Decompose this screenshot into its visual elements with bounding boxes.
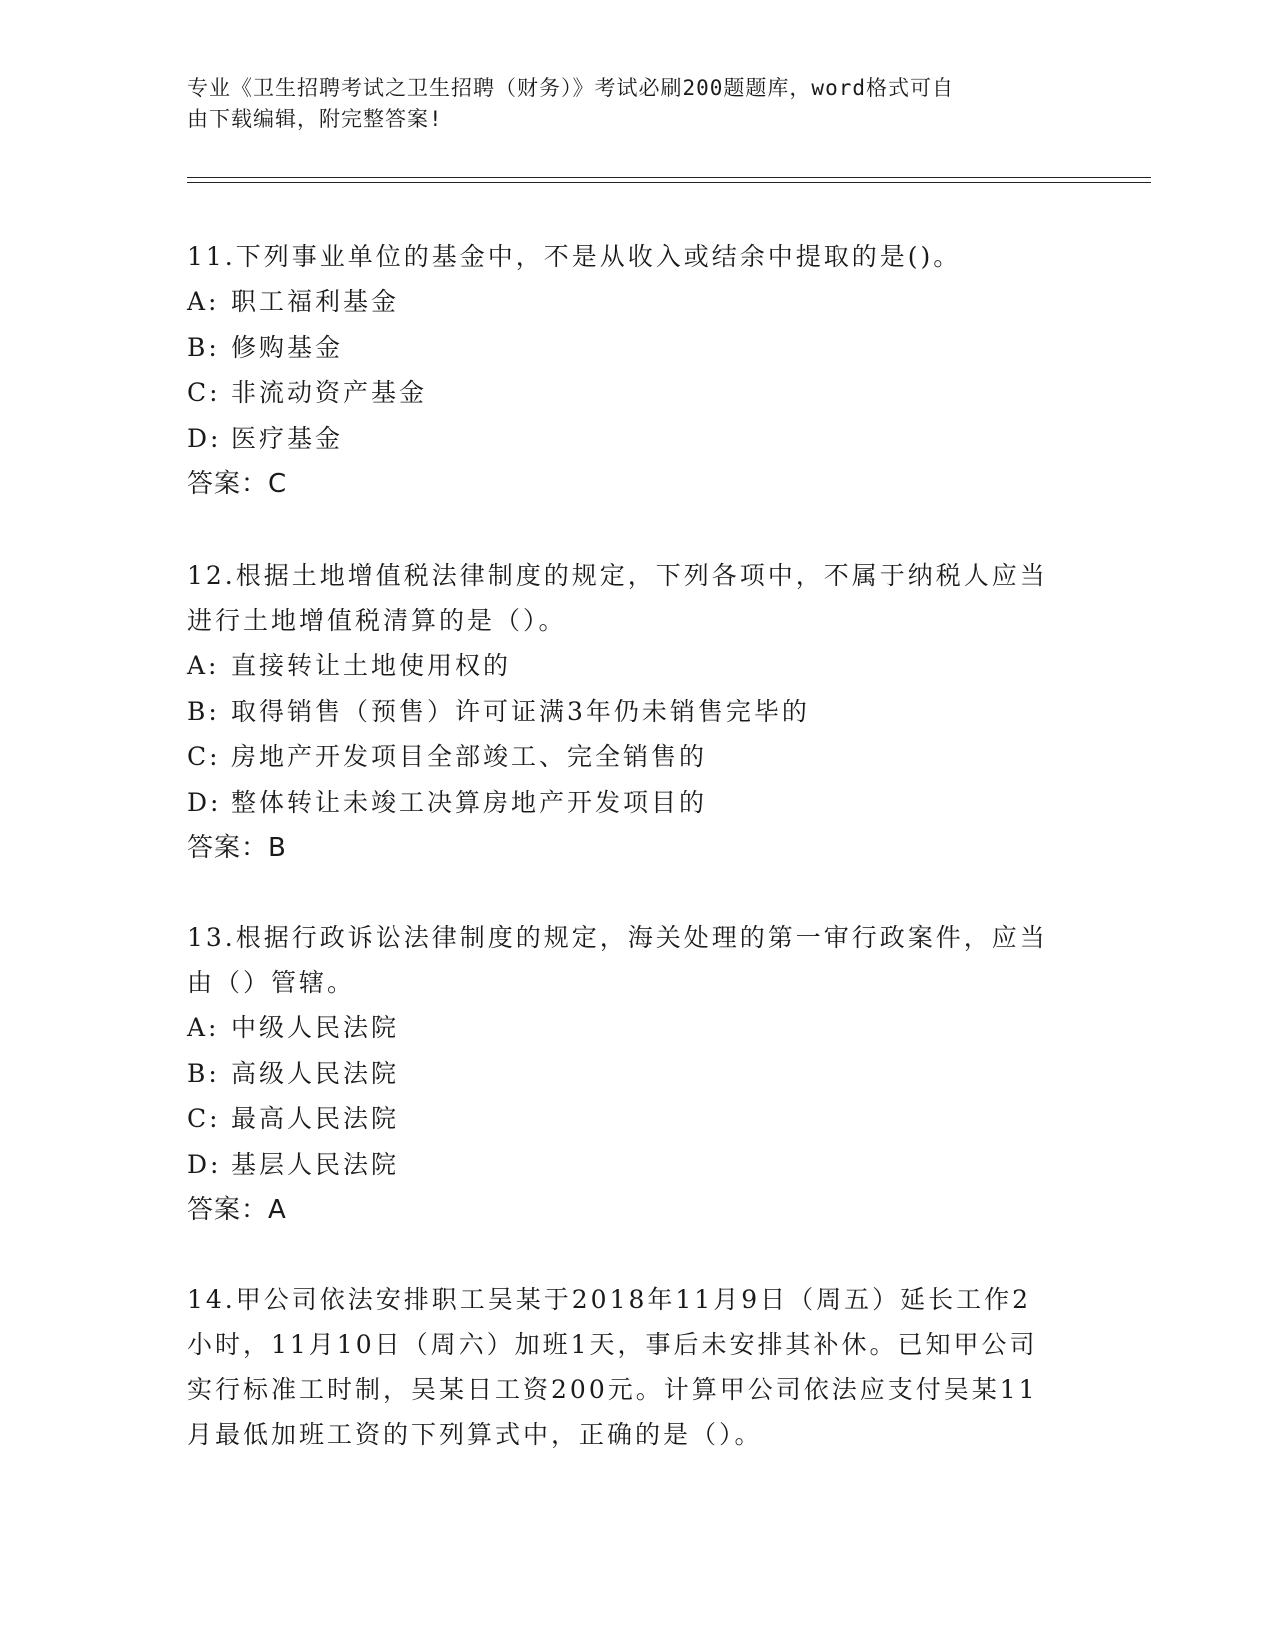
- option-letter: A:: [187, 287, 220, 316]
- option-text: 修购基金: [231, 332, 344, 362]
- question-text: 小时，11月10日（周六）加班1天，事后未安排其补休。已知甲公司: [187, 1330, 1038, 1359]
- option-c: [187, 734, 1087, 780]
- option-d: [187, 780, 1087, 826]
- question-text: 13.根据行政诉讼法律制度的规定，海关处理的第一审行政案件，应当: [187, 923, 1048, 952]
- document-header: [187, 73, 1067, 135]
- option-text: 房地产开发项目全部竣工、完全销售的: [231, 742, 708, 771]
- option-letter: C:: [187, 742, 221, 771]
- question-text: 11.下列事业单位的基金中，不是从收入或结余中提取的是()。: [187, 242, 962, 271]
- option-letter: B:: [187, 1058, 220, 1088]
- header-line-2: 由下载编辑，附完整答案!: [187, 107, 443, 131]
- header-line-1: 专业《卫生招聘考试之卫生招聘（财务）》考试必刷200题题库，word格式可自: [187, 76, 954, 100]
- option-d: [187, 416, 1087, 462]
- option-letter: B:: [187, 696, 220, 726]
- option-letter: D:: [187, 423, 222, 453]
- option-letter: A:: [187, 651, 220, 680]
- option-b: [187, 689, 1087, 735]
- option-text: 医疗基金: [231, 423, 344, 453]
- option-letter: C:: [187, 378, 221, 407]
- option-letter: A:: [187, 1013, 220, 1042]
- option-text: 高级人民法院: [231, 1058, 400, 1088]
- question-text: 14.甲公司依法安排职工吴某于2018年11月9日（周五）延长工作2: [187, 1285, 1032, 1314]
- question-text: 由（）管辖。: [187, 968, 356, 997]
- question-14: [187, 1277, 1087, 1457]
- option-d: [187, 1142, 1087, 1188]
- option-letter: D:: [187, 787, 222, 817]
- option-text: 最高人民法院: [231, 1104, 400, 1133]
- option-a: [187, 1005, 1087, 1051]
- option-text: 整体转让未竣工决算房地产开发项目的: [231, 787, 708, 817]
- option-letter: D:: [187, 1149, 222, 1179]
- option-text: 非流动资产基金: [231, 378, 428, 407]
- option-text: 直接转让土地使用权的: [231, 651, 512, 680]
- option-a: [187, 643, 1087, 689]
- question-11: [187, 234, 1087, 507]
- option-b: [187, 1051, 1087, 1097]
- header-divider: [187, 182, 1151, 183]
- option-b: [187, 325, 1087, 371]
- option-a: [187, 279, 1087, 325]
- question-text: 进行土地增值税清算的是（）。: [187, 606, 567, 635]
- option-text: 基层人民法院: [231, 1149, 400, 1179]
- header-divider: [187, 177, 1151, 178]
- question-text: 月最低加班工资的下列算式中，正确的是（）。: [187, 1420, 763, 1449]
- option-text: 职工福利基金: [231, 287, 400, 316]
- option-c: [187, 370, 1087, 416]
- answer: 答案：B: [187, 833, 287, 863]
- option-letter: B:: [187, 332, 220, 362]
- option-text: 中级人民法院: [231, 1013, 400, 1042]
- answer: 答案：C: [187, 469, 288, 499]
- question-12: [187, 553, 1087, 871]
- question-13: [187, 915, 1087, 1233]
- option-c: [187, 1096, 1087, 1142]
- option-text: 取得销售（预售）许可证满3年仍未销售完毕的: [231, 696, 810, 726]
- question-text: 12.根据土地增值税法律制度的规定，下列各项中，不属于纳税人应当: [187, 561, 1048, 590]
- question-text: 实行标准工时制，吴某日工资200元。计算甲公司依法应支付吴某11: [187, 1375, 1038, 1404]
- option-letter: C:: [187, 1104, 221, 1133]
- answer: 答案：A: [187, 1195, 287, 1225]
